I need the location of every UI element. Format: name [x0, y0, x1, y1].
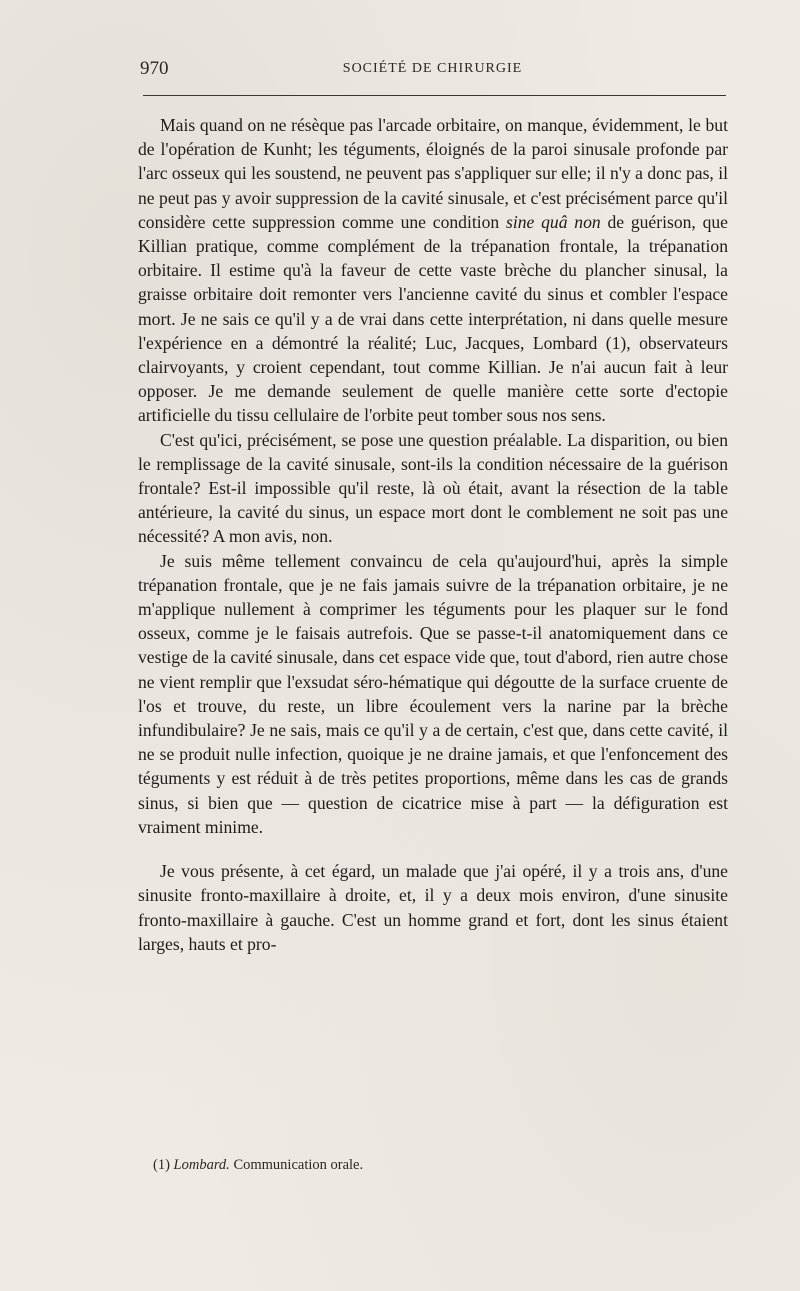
latin-phrase: sine quâ non — [506, 211, 601, 232]
paragraph-1-text-a: Mais quand on ne résèque pas l'arcade orbitaire, on manque, évidemment, le but de l'opération de Kunht; les téguments, éloignés de la paroi sinusale profonde par l'arc osseux qui les soustend, ne peuvent pas s'appliquer sur elle; il n'y a donc pas, il ne peut pas y avoir suppression de la cavité sinusale, et c'est précisément parce qu'il considère cette suppression comme une condition — [138, 115, 728, 232]
footnote-text: Communication orale. — [233, 1157, 364, 1173]
running-title: SOCIÉTÉ DE CHIRURGIE — [342, 61, 523, 76]
footnote-marker: (1) — [153, 1157, 170, 1173]
header-rule — [143, 95, 726, 96]
footnote-author: Lombard. — [173, 1157, 230, 1173]
paragraph-4: Je vous présente, à cet égard, un malade que j'ai opéré, il y a trois ans, d'une sinusite fronto-maxillaire à droite, et, il y a deux mois environ, d'une sinusite fronto-maxillaire à gauche. C'est un homme grand et fort, dont les sinus étaient larges, hauts et pro- — [138, 861, 728, 954]
footnote — [153, 1157, 713, 1174]
paragraph-1 — [138, 113, 728, 428]
page-number: 970 — [140, 58, 169, 79]
paragraph-3: Je suis même tellement convaincu de cela qu'aujourd'hui, après la simple trépanation frontale, que je ne fais jamais suivre de la trépanation orbitaire, je ne m'applique nullement à comprimer les téguments pour les plaquer sur le fond osseux, comme je le faisais autrefois. Que se passe-t-il anatomiquement dans ce vestige de la cavité sinusale, dans cet espace vide que, tout d'abord, rien autre chose ne vient remplir que l'exsudat séro-hématique qui dégoutte de la surface cruente de l'os et trouve, du reste, un libre écoulement vers la narine par la brèche infundibulaire? Je ne sais, mais ce qu'il y a de certain, c'est que, dans cette cavité, il ne se produit nulle infection, quoique je ne draine jamais, et que l'enfoncement des téguments y est réduit à de très petites proportions, même dans les cas de grands sinus, si bien que — question de cicatrice mise à part — la défiguration est vraiment minime. — [138, 550, 728, 837]
body-text — [138, 113, 728, 956]
paragraph-2: C'est qu'ici, précisément, se pose une question préalable. La disparition, ou bien le remplissage de la cavité sinusale, sont-ils la condition nécessaire de la guérison frontale? Est-il impossible qu'il reste, là où était, avant la résection de la table antérieure, la cavité du sinus, un espace mort dont le comblement ne soit pas une nécessité? A mon avis, non. — [138, 429, 728, 547]
page-header — [140, 58, 725, 82]
paragraph-1-text-b: de guérison, que Killian pratique, comme complément de la trépanation frontale, la trépanation orbitaire. Il estime qu'à la faveur de cette vaste brèche du plancher sinusal, la graisse orbitaire doit remonter vers l'ancienne cavité du sinus et combler l'espace mort. Je ne sais ce qu'il y a de vrai dans cette interprétation, ni dans quelle mesure l'expérience en a démontré la réalité; Luc, Jacques, Lombard (1), observateurs clairvoyants, y croient cependant, tout comme Killian. Je n'ai aucun fait à leur opposer. Je me demande seulement de quelle manière cette sorte d'ectopie artificielle du tissu cellulaire de l'orbite peut tomber sous nos sens. — [138, 211, 728, 426]
